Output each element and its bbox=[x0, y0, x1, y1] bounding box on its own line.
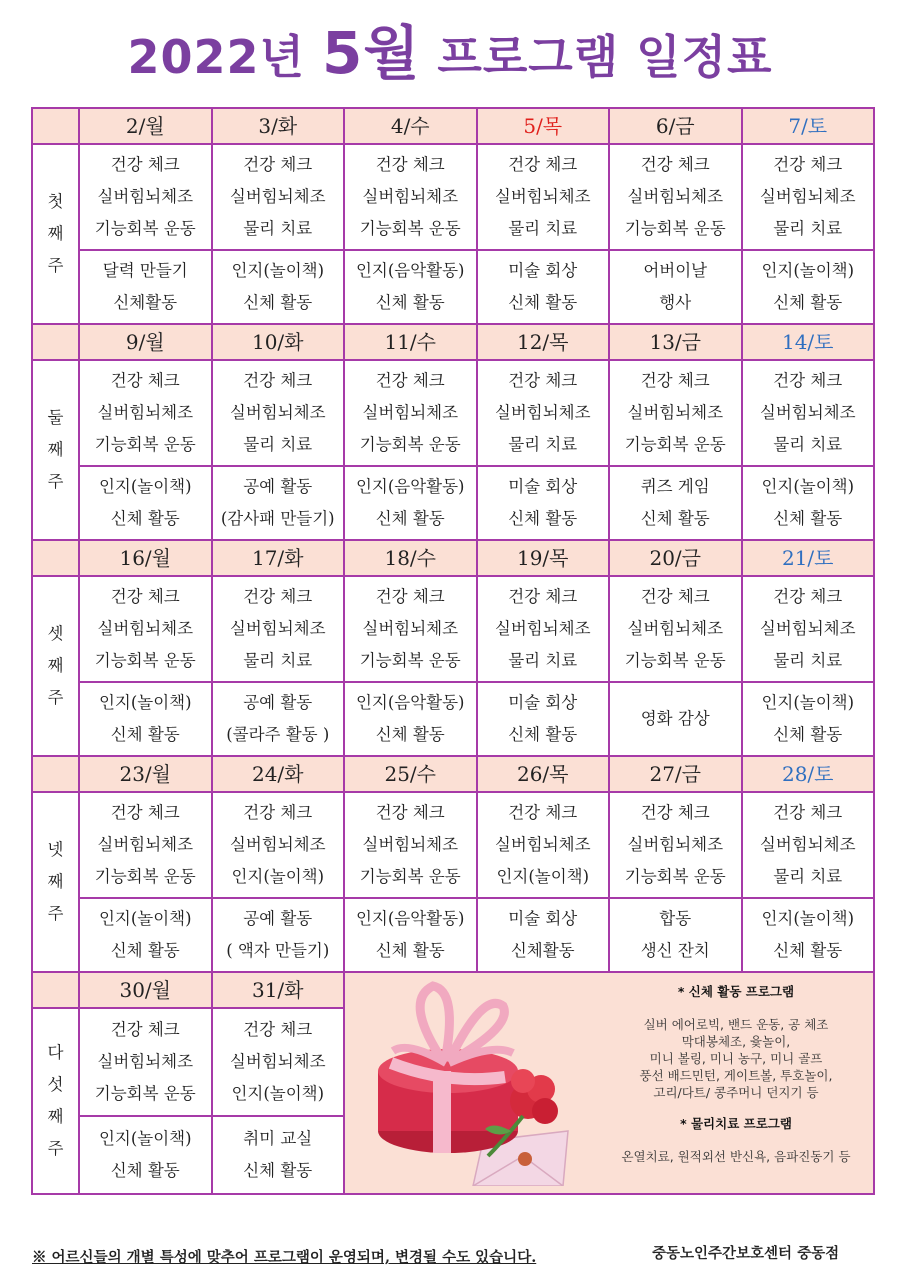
afternoon-program-cell bbox=[212, 466, 345, 540]
program-line: 신체 활동 bbox=[375, 725, 445, 744]
afternoon-program-cell bbox=[79, 682, 212, 756]
program-line: 인지(놀이책) bbox=[98, 477, 192, 496]
program-line: 건강 체크 bbox=[243, 371, 313, 390]
program-line: 미술 회상 bbox=[508, 477, 578, 496]
afternoon-program-cell bbox=[79, 898, 212, 972]
program-line: 건강 체크 bbox=[640, 155, 710, 174]
program-line: 실버힘뇌체조 bbox=[494, 187, 591, 206]
afternoon-program-cell bbox=[742, 250, 875, 324]
week-label-char: 섯 bbox=[47, 1075, 64, 1094]
program-line: 실버힘뇌체조 bbox=[229, 403, 326, 422]
program-line: 실버힘뇌체조 bbox=[759, 187, 856, 206]
program-line: 인지(놀이책) bbox=[98, 693, 192, 712]
program-line: 실버힘뇌체조 bbox=[759, 835, 856, 854]
program-line: 건강 체크 bbox=[243, 1020, 313, 1039]
day-header-row bbox=[32, 972, 874, 1008]
afternoon-program-cell bbox=[477, 682, 610, 756]
program-line: 기능회복 운동 bbox=[94, 435, 196, 454]
program-line: 인지(놀이책) bbox=[98, 909, 192, 928]
week-label bbox=[32, 1008, 79, 1194]
week-label bbox=[32, 792, 79, 972]
afternoon-program-cell bbox=[742, 466, 875, 540]
program-line: 기능회복 운동 bbox=[94, 1084, 196, 1103]
week-label-char: 다 bbox=[47, 1043, 64, 1062]
day-header: 25/수 bbox=[344, 756, 477, 792]
day-header: 30/월 bbox=[79, 972, 212, 1008]
program-line: 실버힘뇌체조 bbox=[627, 187, 724, 206]
morning-program-cell bbox=[477, 360, 610, 466]
therapy-program-line: 온열치료, 원적외선 반신욕, 음파진동기 등 bbox=[621, 1149, 851, 1164]
program-line: 물리 치료 bbox=[243, 219, 313, 238]
program-line: (콜라주 활동 ) bbox=[226, 725, 330, 744]
program-line: 건강 체크 bbox=[243, 803, 313, 822]
program-line: 물리 치료 bbox=[508, 651, 578, 670]
program-line: 인지(놀이책) bbox=[761, 693, 855, 712]
program-line: 건강 체크 bbox=[773, 587, 843, 606]
morning-program-cell bbox=[344, 576, 477, 682]
program-info-text bbox=[601, 983, 871, 1165]
program-line: 실버힘뇌체조 bbox=[229, 187, 326, 206]
program-line: 건강 체크 bbox=[508, 803, 578, 822]
program-line: 인지(놀이책) bbox=[231, 867, 325, 886]
morning-program-cell bbox=[477, 576, 610, 682]
spacer bbox=[601, 1132, 871, 1148]
program-line: 실버힘뇌체조 bbox=[494, 619, 591, 638]
program-line: 건강 체크 bbox=[640, 371, 710, 390]
program-line: 신체 활동 bbox=[110, 941, 180, 960]
afternoon-program-cell bbox=[212, 1116, 345, 1194]
week-label-char: 셋 bbox=[47, 624, 64, 643]
afternoon-row bbox=[32, 250, 874, 324]
morning-program-cell bbox=[79, 792, 212, 898]
program-line: 건강 체크 bbox=[773, 803, 843, 822]
program-line: 물리 치료 bbox=[508, 435, 578, 454]
week-label-char: 주 bbox=[47, 904, 64, 923]
afternoon-program-cell bbox=[609, 682, 742, 756]
week-label-char: 둘 bbox=[47, 408, 64, 427]
program-line: 신체 활동 bbox=[508, 725, 578, 744]
day-header: 18/수 bbox=[344, 540, 477, 576]
program-line: 건강 체크 bbox=[110, 155, 180, 174]
day-header: 31/화 bbox=[212, 972, 345, 1008]
program-line: 신체 활동 bbox=[640, 509, 710, 528]
day-header-row bbox=[32, 108, 874, 144]
program-line: 물리 치료 bbox=[773, 651, 843, 670]
title-year: 2022년 bbox=[127, 30, 305, 84]
program-line: 건강 체크 bbox=[773, 155, 843, 174]
afternoon-program-cell bbox=[609, 898, 742, 972]
program-line: 실버힘뇌체조 bbox=[97, 187, 194, 206]
day-header-row bbox=[32, 324, 874, 360]
morning-program-cell bbox=[742, 144, 875, 250]
title-rest: 프로그램 일정표 bbox=[437, 30, 773, 84]
program-line: ( 액자 만들기) bbox=[226, 941, 330, 960]
physical-program-line: 막대봉체조, 윷놀이, bbox=[681, 1034, 791, 1049]
afternoon-program-cell bbox=[344, 682, 477, 756]
morning-program-cell bbox=[742, 792, 875, 898]
program-line: 실버힘뇌체조 bbox=[627, 619, 724, 638]
program-line: 미술 회상 bbox=[508, 693, 578, 712]
center-name: 중동노인주간보호센터 중동점 bbox=[652, 1245, 840, 1262]
program-line: 인지(놀이책) bbox=[761, 477, 855, 496]
morning-program-cell bbox=[477, 144, 610, 250]
program-line: 신체 활동 bbox=[375, 941, 445, 960]
program-line: 기능회복 운동 bbox=[359, 435, 461, 454]
morning-row bbox=[32, 144, 874, 250]
day-header: 9/월 bbox=[79, 324, 212, 360]
afternoon-row bbox=[32, 898, 874, 972]
program-line: 공예 활동 bbox=[243, 477, 313, 496]
week-label-char: 첫 bbox=[47, 192, 64, 211]
program-line: 건강 체크 bbox=[375, 587, 445, 606]
program-line: 건강 체크 bbox=[110, 1020, 180, 1039]
program-line: 신체활동 bbox=[113, 293, 178, 312]
program-line: 신체 활동 bbox=[110, 1161, 180, 1180]
week-label-char: 째 bbox=[47, 656, 64, 675]
program-line: 건강 체크 bbox=[110, 803, 180, 822]
program-line: 기능회복 운동 bbox=[94, 867, 196, 886]
header-corner bbox=[32, 972, 79, 1008]
program-line: 물리 치료 bbox=[508, 219, 578, 238]
program-line: 기능회복 운동 bbox=[359, 651, 461, 670]
morning-program-cell bbox=[609, 792, 742, 898]
afternoon-program-cell bbox=[212, 898, 345, 972]
schedule-table bbox=[31, 107, 875, 1195]
program-line: 인지(놀이책) bbox=[761, 261, 855, 280]
program-line: 실버힘뇌체조 bbox=[627, 835, 724, 854]
afternoon-program-cell bbox=[477, 466, 610, 540]
day-header: 12/목 bbox=[477, 324, 610, 360]
day-header: 16/월 bbox=[79, 540, 212, 576]
afternoon-program-cell bbox=[477, 250, 610, 324]
program-line: 신체 활동 bbox=[773, 941, 843, 960]
program-line: 신체 활동 bbox=[110, 509, 180, 528]
program-line: 인지(놀이책) bbox=[231, 1084, 325, 1103]
week-label-char: 넷 bbox=[47, 840, 64, 859]
day-header: 23/월 bbox=[79, 756, 212, 792]
program-info-box bbox=[344, 972, 874, 1194]
footer-note: ※ 어르신들의 개별 특성에 맞추어 프로그램이 운영되며, 변경될 수도 있습니다. bbox=[32, 1249, 537, 1266]
program-line: 기능회복 운동 bbox=[624, 651, 726, 670]
morning-program-cell bbox=[79, 144, 212, 250]
day-header: 26/목 bbox=[477, 756, 610, 792]
day-header: 14/토 bbox=[742, 324, 875, 360]
program-line: 공예 활동 bbox=[243, 693, 313, 712]
morning-program-cell bbox=[477, 792, 610, 898]
program-line: 기능회복 운동 bbox=[359, 867, 461, 886]
gift-box-illustration bbox=[363, 981, 573, 1186]
week-label bbox=[32, 360, 79, 540]
physical-program-line: 고리/다트/ 콩주머니 던지기 등 bbox=[653, 1085, 819, 1100]
day-header: 24/화 bbox=[212, 756, 345, 792]
program-line: 건강 체크 bbox=[508, 587, 578, 606]
program-line: 실버힘뇌체조 bbox=[759, 403, 856, 422]
afternoon-program-cell bbox=[344, 250, 477, 324]
program-line: 기능회복 운동 bbox=[94, 651, 196, 670]
program-line: 실버힘뇌체조 bbox=[362, 619, 459, 638]
program-line: 실버힘뇌체조 bbox=[759, 619, 856, 638]
program-line: 실버힘뇌체조 bbox=[229, 1052, 326, 1071]
program-line: 인지(놀이책) bbox=[761, 909, 855, 928]
header-corner bbox=[32, 540, 79, 576]
program-line: 신체 활동 bbox=[243, 1161, 313, 1180]
program-line: 물리 치료 bbox=[243, 651, 313, 670]
afternoon-row bbox=[32, 466, 874, 540]
physical-program-line: 미니 볼링, 미니 농구, 미니 골프 bbox=[649, 1051, 823, 1066]
program-line: 생신 잔치 bbox=[640, 941, 710, 960]
header-corner bbox=[32, 324, 79, 360]
program-line: 실버힘뇌체조 bbox=[494, 835, 591, 854]
program-line: 공예 활동 bbox=[243, 909, 313, 928]
morning-program-cell bbox=[212, 1008, 345, 1116]
day-header: 17/화 bbox=[212, 540, 345, 576]
program-line: 신체 활동 bbox=[375, 509, 445, 528]
morning-row bbox=[32, 360, 874, 466]
week-label-char: 째 bbox=[47, 872, 64, 891]
afternoon-program-cell bbox=[609, 466, 742, 540]
afternoon-program-cell bbox=[79, 466, 212, 540]
day-header: 28/토 bbox=[742, 756, 875, 792]
program-line: 신체 활동 bbox=[375, 293, 445, 312]
morning-program-cell bbox=[742, 360, 875, 466]
program-line: 실버힘뇌체조 bbox=[362, 187, 459, 206]
afternoon-program-cell bbox=[344, 898, 477, 972]
program-line: 실버힘뇌체조 bbox=[494, 403, 591, 422]
program-line: 건강 체크 bbox=[375, 371, 445, 390]
week-label-char: 째 bbox=[47, 1107, 64, 1126]
page-title bbox=[0, 18, 900, 92]
afternoon-program-cell bbox=[344, 466, 477, 540]
program-line: 건강 체크 bbox=[508, 371, 578, 390]
program-line: 신체 활동 bbox=[773, 293, 843, 312]
program-line: 실버힘뇌체조 bbox=[362, 835, 459, 854]
program-line: 건강 체크 bbox=[640, 587, 710, 606]
day-header: 20/금 bbox=[609, 540, 742, 576]
program-line: 기능회복 운동 bbox=[624, 219, 726, 238]
morning-program-cell bbox=[609, 576, 742, 682]
program-line: 건강 체크 bbox=[508, 155, 578, 174]
program-line: 실버힘뇌체조 bbox=[97, 619, 194, 638]
header-corner bbox=[32, 756, 79, 792]
day-header: 6/금 bbox=[609, 108, 742, 144]
physical-program-line: 실버 에어로빅, 밴드 운동, 공 체조 bbox=[643, 1017, 829, 1032]
program-line: 행사 bbox=[659, 293, 692, 312]
morning-program-cell bbox=[609, 144, 742, 250]
program-line: 신체 활동 bbox=[773, 509, 843, 528]
day-header: 19/목 bbox=[477, 540, 610, 576]
program-line: 미술 회상 bbox=[508, 909, 578, 928]
program-line: 기능회복 운동 bbox=[94, 219, 196, 238]
afternoon-program-cell bbox=[212, 250, 345, 324]
program-line: 실버힘뇌체조 bbox=[362, 403, 459, 422]
day-header: 10/화 bbox=[212, 324, 345, 360]
header-corner bbox=[32, 108, 79, 144]
day-header: 27/금 bbox=[609, 756, 742, 792]
program-line: 인지(음악활동) bbox=[355, 477, 465, 496]
program-line: 신체 활동 bbox=[243, 293, 313, 312]
program-line: 실버힘뇌체조 bbox=[97, 403, 194, 422]
week-label bbox=[32, 576, 79, 756]
program-line: 실버힘뇌체조 bbox=[627, 403, 724, 422]
program-line: 신체 활동 bbox=[508, 293, 578, 312]
week-label bbox=[32, 144, 79, 324]
program-line: 물리 치료 bbox=[773, 219, 843, 238]
day-header: 11/수 bbox=[344, 324, 477, 360]
program-line: 인지(놀이책) bbox=[496, 867, 590, 886]
program-line: 어버이날 bbox=[643, 261, 708, 280]
program-line: 인지(음악활동) bbox=[355, 261, 465, 280]
week-label-char: 째 bbox=[47, 224, 64, 243]
afternoon-program-cell bbox=[79, 250, 212, 324]
program-line: 물리 치료 bbox=[773, 435, 843, 454]
program-line: 건강 체크 bbox=[375, 803, 445, 822]
program-line: 영화 감상 bbox=[640, 709, 710, 728]
program-line: 기능회복 운동 bbox=[359, 219, 461, 238]
afternoon-program-cell bbox=[212, 682, 345, 756]
morning-program-cell bbox=[212, 360, 345, 466]
day-header: 21/토 bbox=[742, 540, 875, 576]
program-line: 기능회복 운동 bbox=[624, 867, 726, 886]
afternoon-program-cell bbox=[742, 682, 875, 756]
program-line: 실버힘뇌체조 bbox=[229, 619, 326, 638]
program-line: 실버힘뇌체조 bbox=[97, 835, 194, 854]
spacer bbox=[601, 1101, 871, 1115]
morning-program-cell bbox=[79, 360, 212, 466]
program-line: 인지(음악활동) bbox=[355, 693, 465, 712]
day-header-row bbox=[32, 756, 874, 792]
program-line: 기능회복 운동 bbox=[624, 435, 726, 454]
program-line: 신체활동 bbox=[510, 941, 575, 960]
morning-program-cell bbox=[344, 360, 477, 466]
day-header: 3/화 bbox=[212, 108, 345, 144]
title-month: 5월 bbox=[322, 19, 421, 87]
program-line: 건강 체크 bbox=[640, 803, 710, 822]
program-line: 신체 활동 bbox=[508, 509, 578, 528]
day-header: 4/수 bbox=[344, 108, 477, 144]
day-header: 2/월 bbox=[79, 108, 212, 144]
afternoon-program-cell bbox=[477, 898, 610, 972]
program-line: (감사패 만들기) bbox=[220, 509, 335, 528]
week-label-char: 주 bbox=[47, 472, 64, 491]
day-header: 7/토 bbox=[742, 108, 875, 144]
program-line: 퀴즈 게임 bbox=[640, 477, 710, 496]
week-label-char: 째 bbox=[47, 440, 64, 459]
afternoon-program-cell bbox=[79, 1116, 212, 1194]
program-line: 합동 bbox=[659, 909, 692, 928]
morning-program-cell bbox=[609, 360, 742, 466]
program-line: 신체 활동 bbox=[773, 725, 843, 744]
program-line: 건강 체크 bbox=[110, 587, 180, 606]
therapy-program-title: * 물리치료 프로그램 bbox=[680, 1116, 792, 1131]
physical-program-title: * 신체 활동 프로그램 bbox=[677, 984, 795, 999]
afternoon-program-cell bbox=[742, 898, 875, 972]
program-line: 건강 체크 bbox=[110, 371, 180, 390]
spacer bbox=[601, 1000, 871, 1016]
morning-program-cell bbox=[212, 144, 345, 250]
program-line: 취미 교실 bbox=[243, 1129, 313, 1148]
morning-program-cell bbox=[79, 1008, 212, 1116]
program-line: 인지(음악활동) bbox=[355, 909, 465, 928]
week-label-char: 주 bbox=[47, 256, 64, 275]
week-label-char: 주 bbox=[47, 1139, 64, 1158]
program-line: 신체 활동 bbox=[110, 725, 180, 744]
morning-program-cell bbox=[212, 792, 345, 898]
program-line: 건강 체크 bbox=[243, 587, 313, 606]
program-line: 달력 만들기 bbox=[102, 261, 188, 280]
morning-row bbox=[32, 792, 874, 898]
day-header: 5/목 bbox=[477, 108, 610, 144]
morning-program-cell bbox=[79, 576, 212, 682]
program-line: 인지(놀이책) bbox=[231, 261, 325, 280]
day-header: 13/금 bbox=[609, 324, 742, 360]
afternoon-row bbox=[32, 682, 874, 756]
program-line: 미술 회상 bbox=[508, 261, 578, 280]
program-line: 인지(놀이책) bbox=[98, 1129, 192, 1148]
morning-program-cell bbox=[344, 144, 477, 250]
program-line: 건강 체크 bbox=[243, 155, 313, 174]
program-line: 실버힘뇌체조 bbox=[229, 835, 326, 854]
morning-program-cell bbox=[212, 576, 345, 682]
morning-program-cell bbox=[742, 576, 875, 682]
program-line: 물리 치료 bbox=[243, 435, 313, 454]
program-line: 건강 체크 bbox=[773, 371, 843, 390]
program-line: 물리 치료 bbox=[773, 867, 843, 886]
program-line: 실버힘뇌체조 bbox=[97, 1052, 194, 1071]
program-line: 건강 체크 bbox=[375, 155, 445, 174]
morning-row bbox=[32, 576, 874, 682]
afternoon-program-cell bbox=[609, 250, 742, 324]
week-label-char: 주 bbox=[47, 688, 64, 707]
day-header-row bbox=[32, 540, 874, 576]
morning-program-cell bbox=[344, 792, 477, 898]
physical-program-line: 풍선 배드민턴, 게이트볼, 투호놀이, bbox=[639, 1068, 833, 1083]
